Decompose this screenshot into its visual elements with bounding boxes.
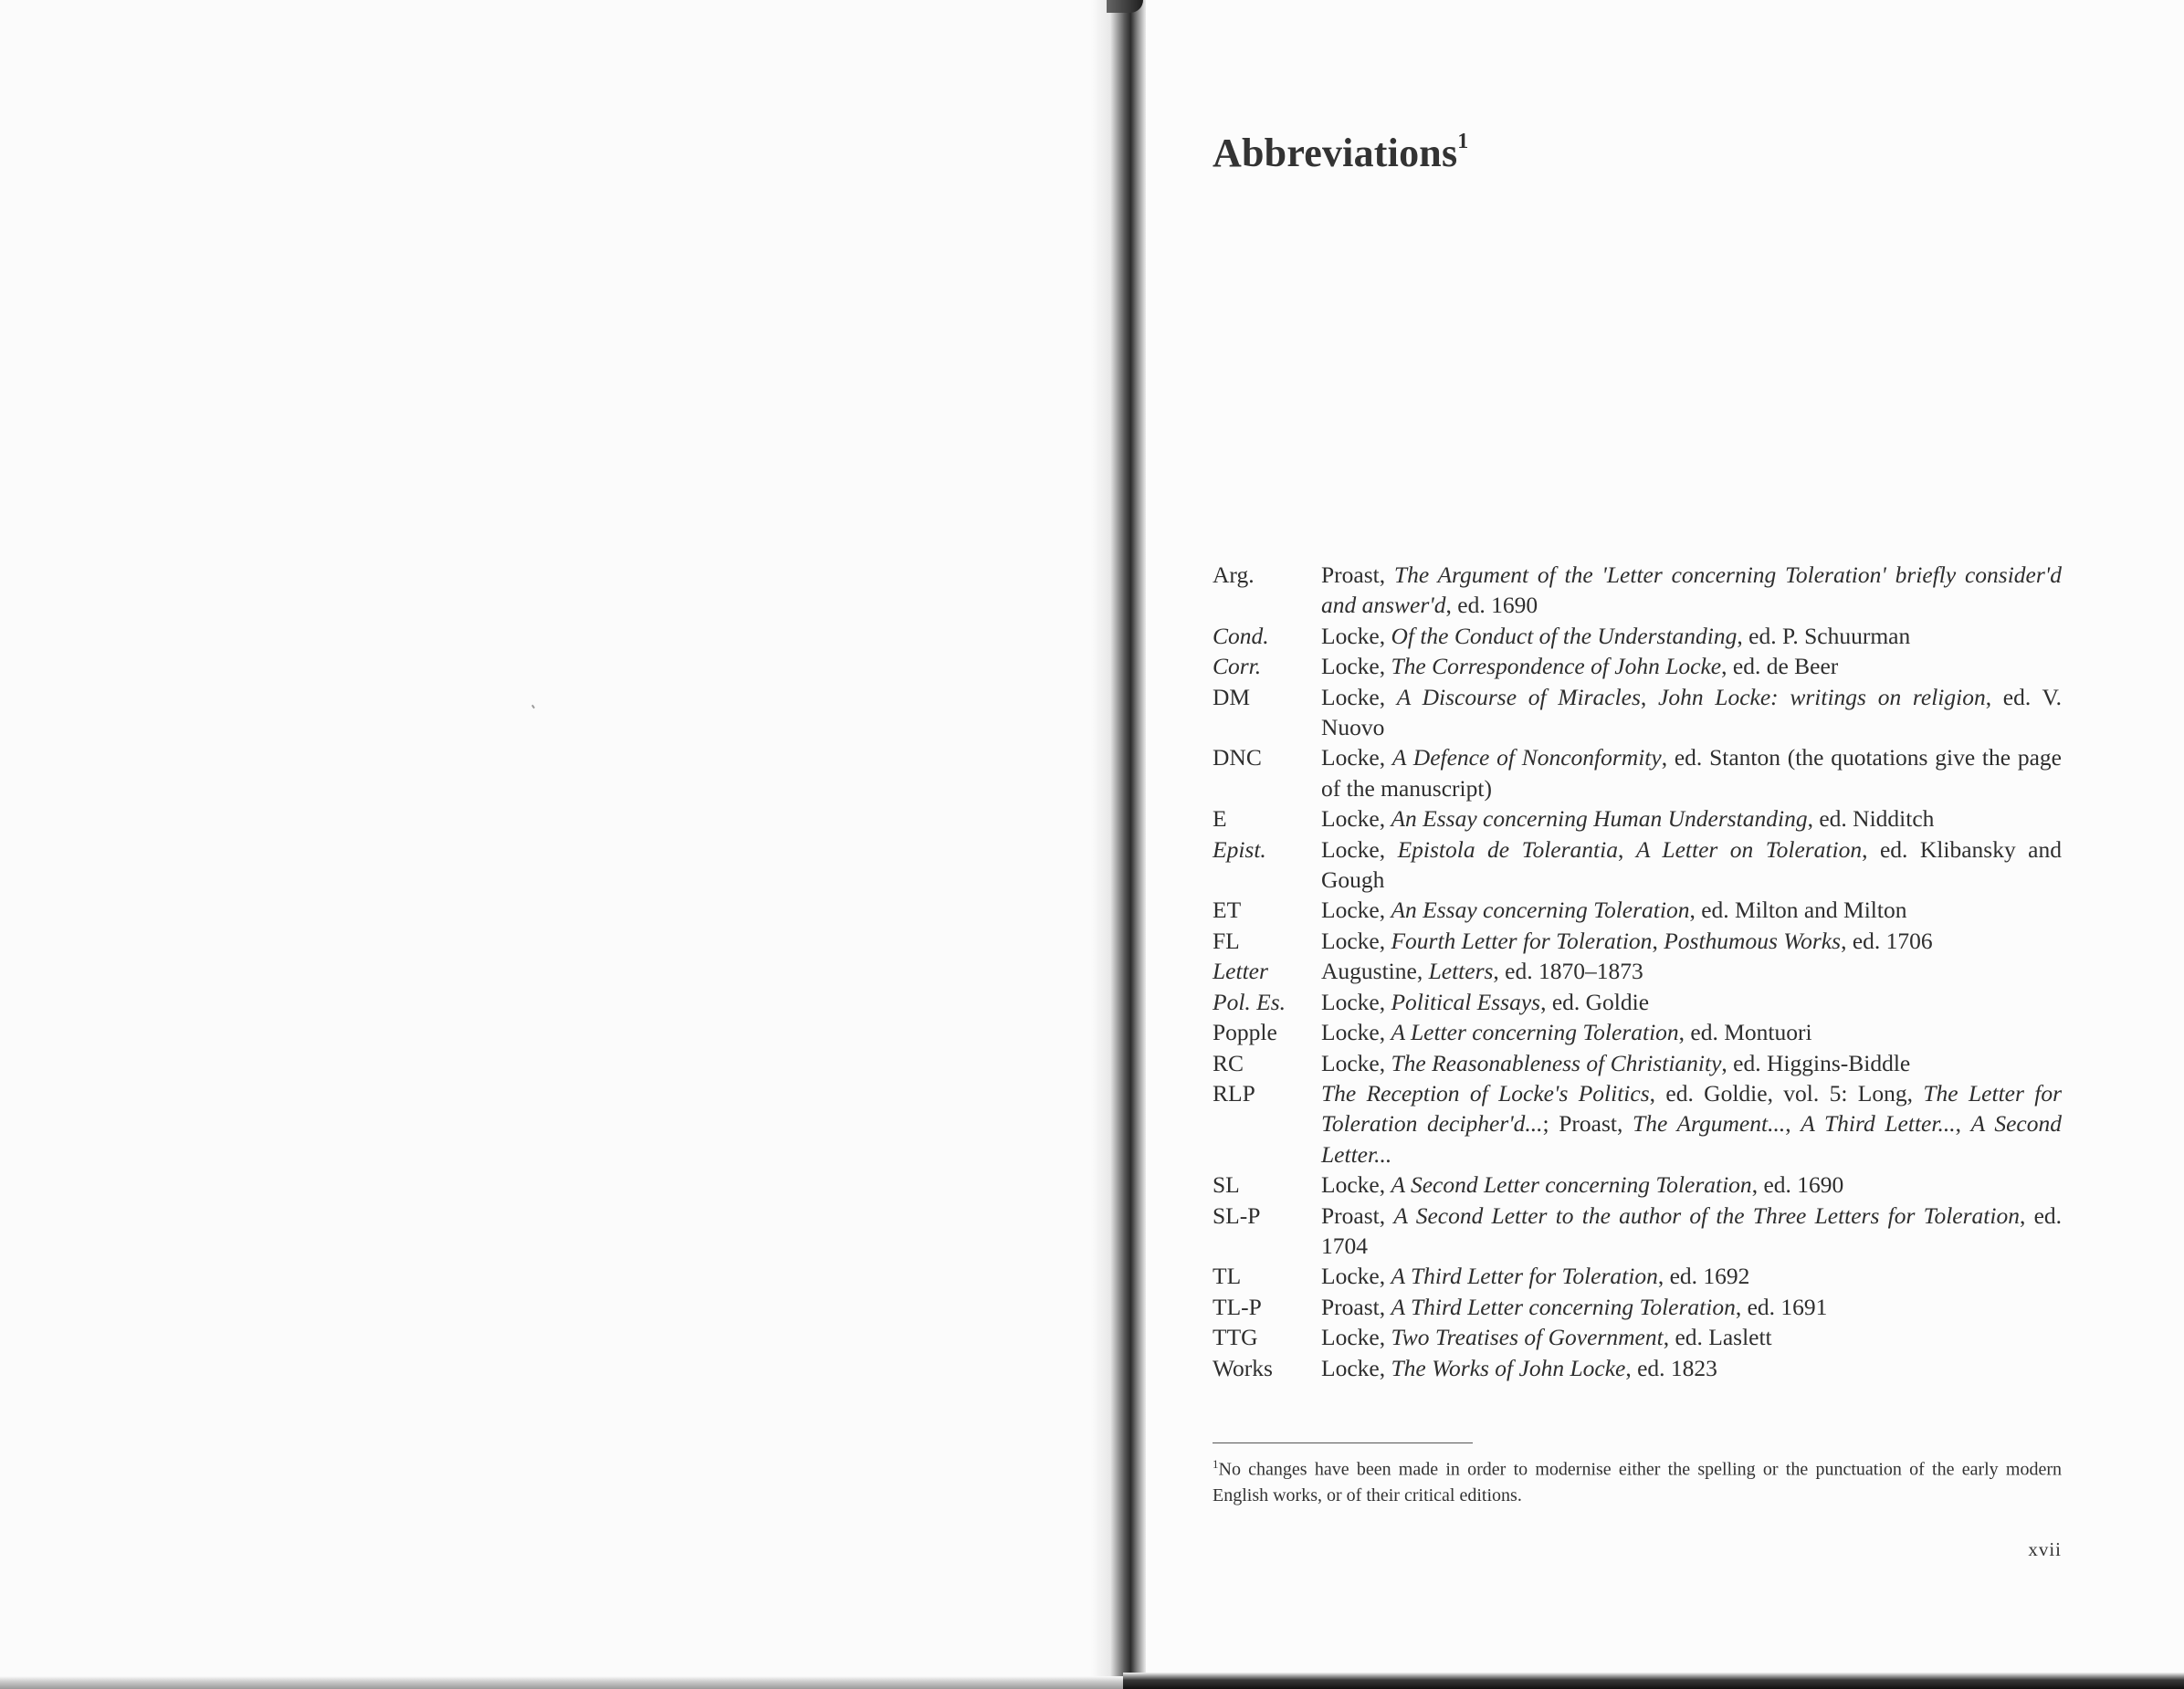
citation-text: Proast,: [1321, 561, 1394, 588]
abbreviation-key: TL-P: [1213, 1293, 1262, 1320]
work-title: The Reasonableness of Christianity: [1391, 1049, 1722, 1076]
work-title: An Essay concerning Human Understanding: [1391, 805, 1808, 833]
work-title: A Discourse of Miracles: [1396, 683, 1641, 710]
citation-text: Locke,: [1321, 744, 1392, 771]
work-title: A Third Letter...: [1801, 1110, 1956, 1138]
citation-text: ,: [1640, 683, 1659, 710]
abbreviation-description: [1321, 682, 2062, 743]
page-title: [1213, 130, 1468, 176]
abbreviation-description: [1321, 1017, 2062, 1047]
citation-text: Locke,: [1321, 1263, 1391, 1290]
work-title: The Works of John Locke: [1391, 1354, 1626, 1381]
citation-text: , ed. Milton and Milton: [1689, 897, 1907, 924]
abbreviation-key: SL: [1213, 1171, 1240, 1199]
abbreviation-key: RLP: [1213, 1079, 1255, 1107]
abbreviation-entry: [1213, 834, 2062, 896]
abbreviation-description: [1321, 651, 2062, 681]
abbreviation-entry: [1213, 1201, 2062, 1262]
citation-text: , ed. 1870–1873: [1493, 958, 1643, 985]
abbreviation-key: E: [1213, 805, 1227, 833]
work-title: A Letter concerning Toleration: [1391, 1019, 1679, 1046]
abbreviation-key: FL: [1213, 927, 1240, 954]
title-footnote-marker: 1: [1457, 130, 1469, 154]
citation-text: , ed. de Beer: [1721, 653, 1839, 680]
citation-text: Locke,: [1321, 897, 1391, 924]
citation-text: , ed. Klibansky and Gough: [1321, 835, 2063, 894]
abbreviation-description: [1321, 1170, 2062, 1200]
abbreviation-entry: [1213, 1353, 2062, 1383]
citation-text: , ed. Montuori: [1678, 1019, 1812, 1046]
abbreviation-description: [1321, 1201, 2062, 1262]
citation-text: ,: [1617, 835, 1636, 863]
abbreviation-description: [1321, 742, 2062, 803]
citation-text: , ed. Nidditch: [1807, 805, 1935, 833]
abbreviation-description: [1321, 1322, 2062, 1352]
abbreviation-description: [1321, 1353, 2062, 1383]
citation-text: , ed. 1690: [1751, 1171, 1844, 1199]
citation-text: , ed. V. Nuovo: [1321, 683, 2062, 741]
citation-text: Proast,: [1321, 1201, 1394, 1229]
abbreviation-entry: [1213, 560, 2062, 621]
citation-text: Locke,: [1321, 1324, 1391, 1351]
abbreviation-key: Works: [1213, 1354, 1273, 1381]
abbreviation-key: Cond.: [1213, 622, 1269, 649]
citation-text: , ed. 1823: [1625, 1354, 1717, 1381]
abbreviation-description: [1321, 1292, 2062, 1322]
abbreviation-description: [1321, 803, 2062, 834]
abbreviation-entry: [1213, 682, 2062, 743]
citation-text: ,: [1652, 927, 1664, 954]
abbreviation-description: [1321, 956, 2062, 986]
abbreviation-description: [1321, 621, 2062, 651]
page-number: xvii: [2028, 1538, 2062, 1560]
citation-text: , ed. 1706: [1841, 927, 1933, 954]
work-title: A Second Letter to the author of the Three Letters for Toleration: [1393, 1201, 2020, 1229]
abbreviation-key: ET: [1213, 897, 1242, 924]
abbreviation-key: DNC: [1213, 744, 1262, 771]
work-title: Fourth Letter for Toleration: [1391, 927, 1653, 954]
work-title: The Correspondence of John Locke: [1391, 653, 1722, 680]
abbreviation-key: TTG: [1213, 1324, 1258, 1351]
abbreviation-entry: [1213, 926, 2062, 956]
work-title: A Second Letter...: [1321, 1110, 2063, 1168]
abbreviation-key: RC: [1213, 1049, 1244, 1076]
book-spine-gutter: [1091, 0, 1146, 1689]
citation-text: , ed. Laslett: [1663, 1324, 1772, 1351]
work-title: Political Essays: [1391, 988, 1541, 1015]
abbreviation-description: [1321, 1261, 2062, 1291]
citation-text: , ed. P. Schuurman: [1737, 622, 1911, 649]
work-title: John Locke: writings on religion: [1658, 683, 1986, 710]
citation-text: ; Proast,: [1542, 1110, 1633, 1138]
abbreviation-key: Arg.: [1213, 561, 1255, 588]
abbreviation-entry: [1213, 1292, 2062, 1322]
footnote-marker: 1: [1213, 1457, 1219, 1471]
citation-text: ,: [1955, 1110, 1971, 1138]
abbreviation-key: Corr.: [1213, 653, 1262, 680]
abbreviation-entry: [1213, 1322, 2062, 1352]
abbreviation-key: Letter: [1213, 958, 1268, 985]
work-title: The Argument of the 'Letter concerning Toleration' briefly consider'd and answer'd: [1321, 561, 2062, 619]
citation-text: , ed. Higgins-Biddle: [1721, 1049, 1911, 1076]
citation-text: , ed. Stanton (the quotations give the page of the manuscript): [1321, 744, 2062, 802]
work-title: Two Treatises of Government: [1391, 1324, 1664, 1351]
abbreviation-entry: [1213, 742, 2062, 803]
citation-text: Locke,: [1321, 927, 1391, 954]
abbreviation-key: SL-P: [1213, 1201, 1261, 1229]
citation-text: , ed. Goldie: [1540, 988, 1650, 1015]
work-title: A Second Letter concerning Toleration: [1391, 1171, 1752, 1199]
work-title: A Third Letter for Toleration: [1391, 1263, 1658, 1290]
work-title: A Third Letter concerning Toleration: [1391, 1293, 1736, 1320]
abbreviation-description: [1321, 560, 2062, 621]
abbreviation-description: [1321, 895, 2062, 925]
work-title: Posthumous Works: [1664, 927, 1842, 954]
abbreviation-entry: [1213, 803, 2062, 834]
abbreviation-entry: [1213, 621, 2062, 651]
citation-text: Locke,: [1321, 988, 1391, 1015]
work-title: Letters: [1428, 958, 1494, 985]
citation-text: ,: [1785, 1110, 1801, 1138]
citation-text: Locke,: [1321, 835, 1398, 863]
citation-text: , ed. 1704: [1321, 1201, 2063, 1259]
abbreviations-list: [1213, 560, 2062, 1383]
page-title-text: Abbreviations: [1213, 131, 1458, 175]
abbreviation-key: TL: [1213, 1263, 1242, 1290]
footnote-separator: [1213, 1442, 1473, 1443]
abbreviation-entry: [1213, 895, 2062, 925]
abbreviation-entry: [1213, 956, 2062, 986]
citation-text: Locke,: [1321, 1019, 1391, 1046]
citation-text: , ed. 1692: [1657, 1263, 1750, 1290]
citation-text: Augustine,: [1321, 958, 1429, 985]
work-title: The Letter for Toleration decipher'd...: [1321, 1079, 2063, 1138]
abbreviation-entry: [1213, 1170, 2062, 1200]
abbreviation-key: Popple: [1213, 1019, 1277, 1046]
footnote-text: No changes have been made in order to modernise either the spelling or the punctuation of the early modern English works, or of their critical editions.: [1213, 1459, 2062, 1505]
page-bottom-edge-right: [1123, 1673, 2184, 1689]
abbreviation-entry: [1213, 651, 2062, 681]
citation-text: Locke,: [1321, 805, 1391, 833]
work-title: Of the Conduct of the Understanding: [1391, 622, 1738, 649]
work-title: A Defence of Nonconformity: [1391, 744, 1662, 771]
abbreviation-key: Pol. Es.: [1213, 988, 1286, 1015]
work-title: An Essay concerning Toleration: [1391, 897, 1690, 924]
work-title: A Letter on Toleration: [1635, 835, 1863, 863]
abbreviation-description: [1321, 987, 2062, 1017]
citation-text: Locke,: [1321, 1354, 1391, 1381]
abbreviation-key: DM: [1213, 683, 1251, 710]
abbreviation-entry: [1213, 987, 2062, 1017]
abbreviation-entry: [1213, 1078, 2062, 1170]
abbreviation-entry: [1213, 1017, 2062, 1047]
citation-text: , ed. 1690: [1445, 592, 1538, 619]
abbreviation-description: [1321, 834, 2062, 896]
work-title: The Reception of Locke's Politics: [1321, 1079, 1650, 1107]
abbreviation-description: [1321, 1078, 2062, 1170]
citation-text: Proast,: [1321, 1293, 1391, 1320]
citation-text: , ed. 1691: [1735, 1293, 1828, 1320]
page-bottom-edge-left: [0, 1676, 1123, 1689]
citation-text: Locke,: [1321, 653, 1391, 680]
work-title: Epistola de Tolerantia: [1397, 835, 1618, 863]
citation-text: Locke,: [1321, 683, 1397, 710]
citation-text: Locke,: [1321, 1171, 1391, 1199]
citation-text: , ed. Goldie, vol. 5: Long,: [1649, 1079, 1924, 1107]
work-title: The Argument...: [1633, 1110, 1786, 1138]
footnote: [1213, 1452, 2062, 1508]
abbreviation-description: [1321, 926, 2062, 956]
citation-text: Locke,: [1321, 1049, 1391, 1076]
abbreviation-description: [1321, 1048, 2062, 1078]
abbreviation-entry: [1213, 1261, 2062, 1291]
citation-text: Locke,: [1321, 622, 1391, 649]
abbreviation-entry: [1213, 1048, 2062, 1078]
abbreviation-key: Epist.: [1213, 835, 1266, 863]
